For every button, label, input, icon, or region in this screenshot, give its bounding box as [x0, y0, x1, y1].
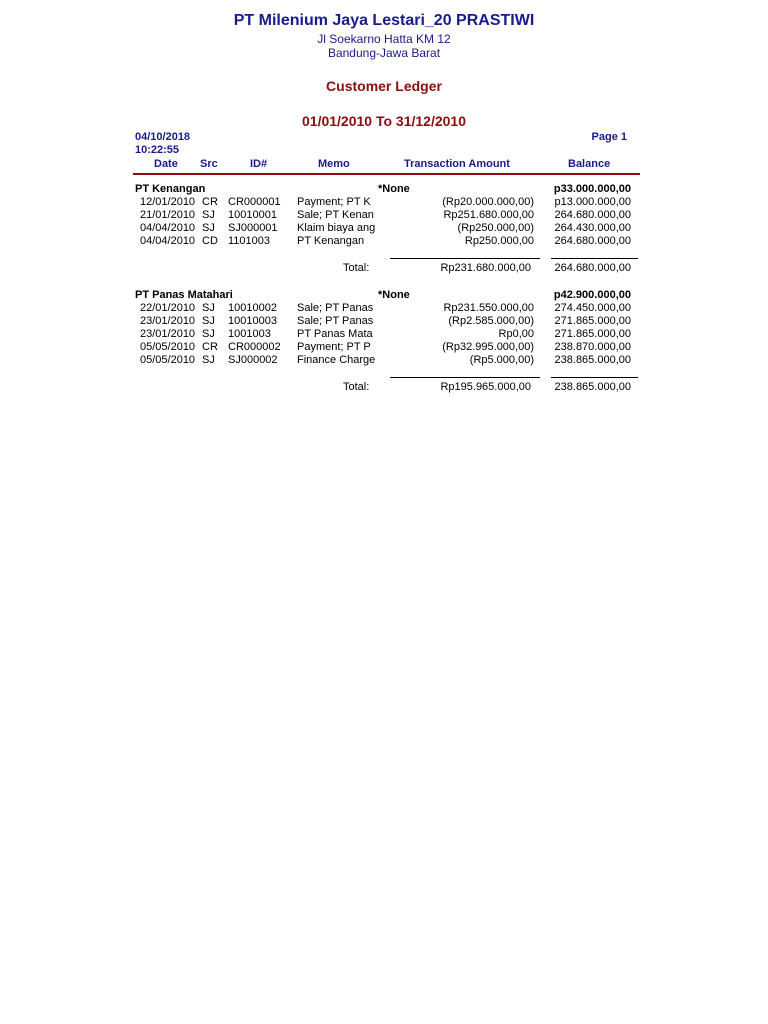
row-amount: (Rp32.995.000,00)	[442, 341, 534, 353]
table-row	[0, 222, 768, 235]
total-divider	[551, 258, 638, 259]
row-src: SJ	[202, 302, 215, 314]
row-id: 10010001	[228, 209, 277, 221]
row-src: SJ	[202, 209, 215, 221]
customer-name: PT Panas Matahari	[135, 289, 233, 301]
row-balance: 264.680.000,00	[554, 209, 631, 221]
table-row	[0, 209, 768, 222]
row-src: CD	[202, 235, 218, 247]
customer-opening-balance: p33.000.000,00	[553, 183, 631, 195]
row-memo: Finance Charge	[297, 354, 376, 366]
row-date: 23/01/2010	[140, 315, 196, 327]
row-memo: PT Panas Mata	[297, 328, 373, 340]
table-row	[0, 328, 768, 341]
row-src: SJ	[202, 328, 215, 340]
row-src: SJ	[202, 222, 215, 234]
row-amount: Rp250.000,00	[464, 235, 534, 247]
row-id: 1101003	[228, 235, 271, 247]
row-id: 10010003	[228, 315, 277, 327]
row-id: SJ000002	[228, 354, 278, 366]
customer-opening-balance: p42.900.000,00	[553, 289, 631, 301]
total-balance: 264.680.000,00	[554, 262, 631, 274]
table-row	[0, 341, 768, 354]
row-id: 10010002	[228, 302, 277, 314]
column-header-date: Date	[154, 158, 178, 170]
total-amount: Rp195.965.000,00	[440, 381, 531, 393]
row-amount: Rp231.550.000,00	[443, 302, 534, 314]
table-row	[0, 302, 768, 315]
table-row	[0, 315, 768, 328]
row-balance: p13.000.000,00	[554, 196, 631, 208]
row-src: CR	[202, 196, 218, 208]
page-number: Page 1	[591, 131, 627, 143]
total-divider	[551, 377, 638, 378]
total-divider	[390, 258, 540, 259]
total-label: Total:	[343, 262, 370, 274]
total-divider	[390, 377, 540, 378]
customer-name: PT Kenangan	[135, 183, 206, 195]
row-date: 05/05/2010	[140, 341, 196, 353]
row-date: 04/04/2010	[140, 222, 196, 234]
row-amount: Rp0,00	[498, 328, 534, 340]
row-src: SJ	[202, 315, 215, 327]
row-amount: (Rp5.000,00)	[469, 354, 534, 366]
row-memo: Sale; PT Kenan	[297, 209, 374, 221]
print-time: 10:22:55	[135, 144, 180, 156]
total-label: Total:	[343, 381, 370, 393]
row-memo: PT Kenangan	[297, 235, 365, 247]
column-header-balance: Balance	[568, 158, 611, 170]
header-divider	[133, 173, 640, 175]
row-memo: Payment; PT K	[297, 196, 371, 208]
row-date: 21/01/2010	[140, 209, 196, 221]
row-amount: (Rp250.000,00)	[457, 222, 534, 234]
row-date: 12/01/2010	[140, 196, 196, 208]
row-src: SJ	[202, 354, 215, 366]
total-balance: 238.865.000,00	[554, 381, 631, 393]
row-amount: (Rp2.585.000,00)	[448, 315, 534, 327]
row-memo: Klaim biaya ang	[297, 222, 376, 234]
row-balance: 271.865.000,00	[554, 315, 631, 327]
customer-flag: *None	[378, 289, 410, 301]
table-row	[0, 354, 768, 367]
address-line-2: Bandung-Jawa Barat	[327, 46, 441, 60]
date-range: 01/01/2010 To 31/12/2010	[302, 113, 466, 129]
row-memo: Sale; PT Panas	[297, 302, 374, 314]
row-amount: Rp251.680.000,00	[443, 209, 534, 221]
row-balance: 238.870.000,00	[554, 341, 631, 353]
row-balance: 238.865.000,00	[554, 354, 631, 366]
column-header-transaction-amount: Transaction Amount	[404, 158, 510, 170]
row-memo: Payment; PT P	[297, 341, 371, 353]
address-line-1: Jl Soekarno Hatta KM 12	[317, 32, 451, 46]
row-memo: Sale; PT Panas	[297, 315, 374, 327]
row-id: 1001003	[228, 328, 271, 340]
row-balance: 264.430.000,00	[554, 222, 631, 234]
row-balance: 274.450.000,00	[554, 302, 631, 314]
row-amount: (Rp20.000.000,00)	[442, 196, 534, 208]
row-src: CR	[202, 341, 218, 353]
row-balance: 264.680.000,00	[554, 235, 631, 247]
row-date: 22/01/2010	[140, 302, 196, 314]
row-balance: 271.865.000,00	[554, 328, 631, 340]
row-date: 23/01/2010	[140, 328, 196, 340]
table-row	[0, 235, 768, 248]
row-id: SJ000001	[228, 222, 278, 234]
column-header-src: Src	[200, 158, 218, 170]
company-name: PT Milenium Jaya Lestari_20 PRASTIWI	[233, 12, 535, 29]
total-amount: Rp231.680.000,00	[440, 262, 531, 274]
table-row	[0, 196, 768, 209]
row-id: CR000001	[228, 196, 281, 208]
row-date: 05/05/2010	[140, 354, 196, 366]
print-date: 04/10/2018	[135, 131, 191, 143]
column-header-memo: Memo	[318, 158, 350, 170]
column-header-id: ID#	[250, 158, 268, 170]
customer-flag: *None	[378, 183, 410, 195]
report-title: Customer Ledger	[326, 78, 442, 94]
row-id: CR000002	[228, 341, 281, 353]
row-date: 04/04/2010	[140, 235, 196, 247]
